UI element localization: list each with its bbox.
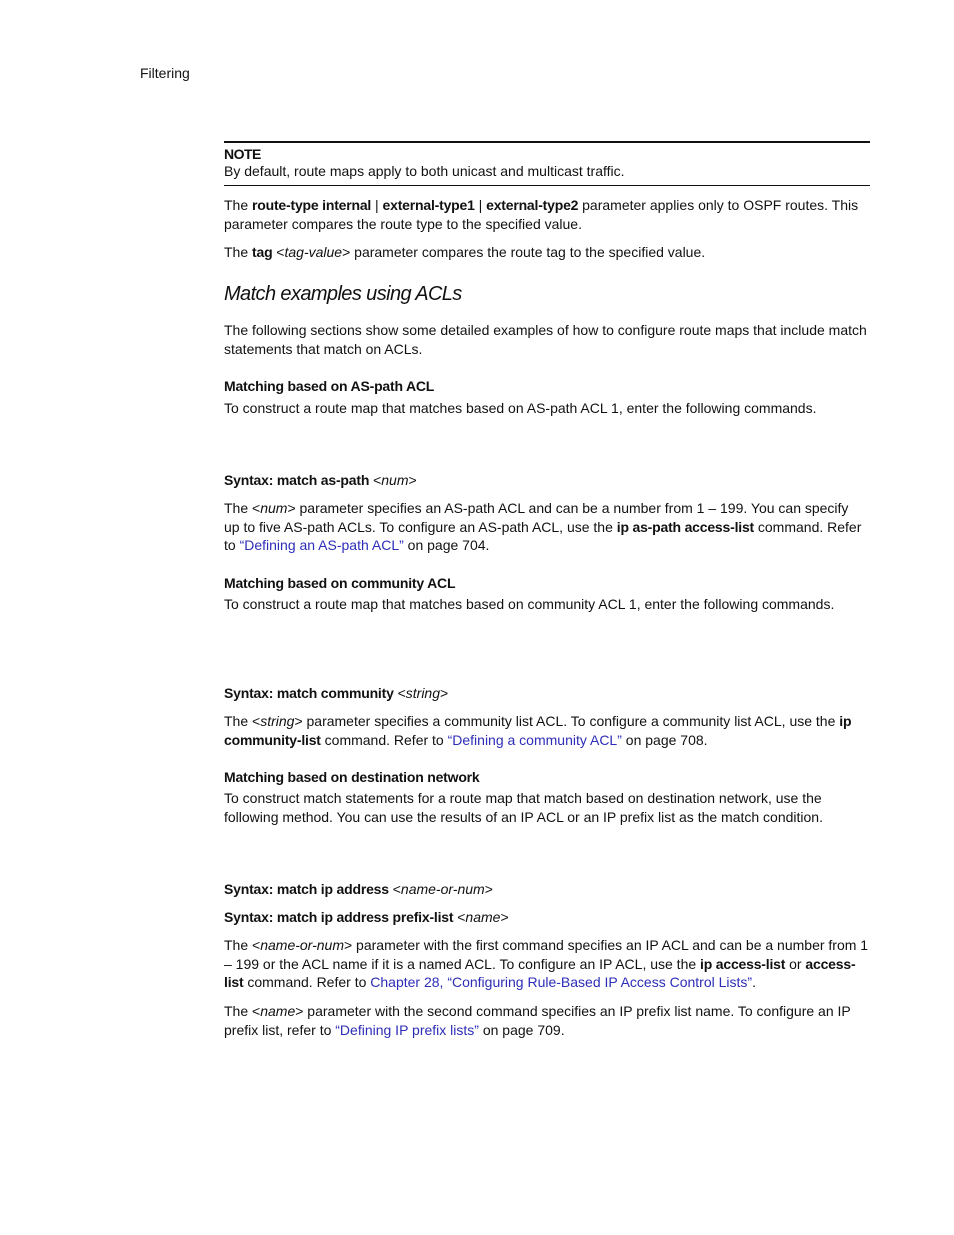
tag-paragraph: The tag <tag-value> parameter compares the route tag to the specified value. [224, 244, 706, 260]
community-description: To construct a route map that matches based on community ACL 1, enter the following commands. [224, 596, 835, 612]
section-heading: Match examples using ACLs [224, 283, 462, 305]
note-bottom-rule [224, 185, 870, 186]
prefix-list-paragraph: The <name> parameter with the second command specifies an IP prefix list name. To configure an IP prefix list, refer to “Defining IP prefix lists” on page 709. [224, 1003, 851, 1038]
note-label: NOTE [224, 146, 261, 162]
note-text: By default, route maps apply to both unicast and multicast traffic. [224, 163, 625, 179]
prefix-list-syntax: Syntax: match ip address prefix-list <name> [224, 909, 509, 925]
chapter-28-link[interactable]: Chapter 28, “Configuring Rule-Based IP Access Control Lists” [370, 974, 753, 991]
prefix-lists-link[interactable]: “Defining IP prefix lists” [335, 1021, 479, 1038]
note-top-rule [224, 141, 870, 143]
as-path-paragraph: The <num> parameter specifies an AS-path ACL and can be a number from 1 – 199. You can specify up to five AS-path ACLs. To configure an AS-path ACL, use the ip as-path access-list command. Refer to “Defining an AS-path ACL” on page 704. [224, 500, 862, 554]
destination-heading: Matching based on destination network [224, 769, 480, 785]
running-header: Filtering [140, 65, 190, 81]
community-syntax: Syntax: match community <string> [224, 685, 449, 701]
as-path-syntax: Syntax: match as-path <num> [224, 472, 417, 488]
community-heading: Matching based on community ACL [224, 575, 456, 591]
route-type-paragraph: The route-type internal | external-type1 | external-type2 parameter applies only to OSPF routes. This parameter compares the route type to the specified value. [224, 197, 859, 232]
community-paragraph: The <string> parameter specifies a community list ACL. To configure a community list ACL, use the ip community-list command. Refer to “Defining a community ACL” on page 708. [224, 713, 852, 748]
destination-description: To construct match statements for a route map that match based on destination network, use the following method. You can use the results of an IP ACL or an IP prefix list as the match condition. [224, 790, 823, 825]
as-path-acl-link[interactable]: “Defining an AS-path ACL” [239, 537, 404, 554]
as-path-heading: Matching based on AS-path ACL [224, 378, 435, 394]
ip-acl-paragraph: The <name-or-num> parameter with the first command specifies an IP ACL and can be a number from 1 – 199 or the ACL name if it is a named ACL. To configure an IP ACL, use the ip access-list or access-list command. Refer to Chapter 28, “Configuring Rule-Based IP Access Control Lists”. [224, 937, 869, 991]
intro-paragraph: The following sections show some detailed examples of how to configure route maps that include match statements that match on ACLs. [224, 322, 867, 357]
ip-address-syntax: Syntax: match ip address <name-or-num> [224, 881, 493, 897]
community-acl-link[interactable]: “Defining a community ACL” [447, 731, 622, 748]
as-path-description: To construct a route map that matches based on AS-path ACL 1, enter the following commands. [224, 400, 817, 416]
